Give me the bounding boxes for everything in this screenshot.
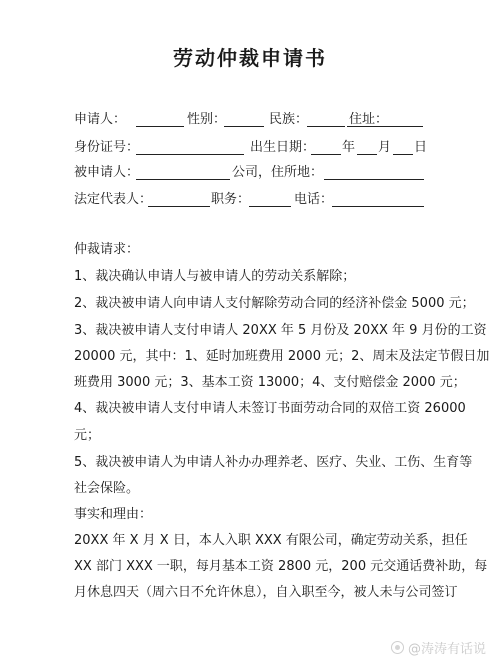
body-line: 5、裁决被申请人为申请人补办办理养老、医疗、失业、工伤、生育等 xyxy=(74,455,473,470)
facts-heading: 事实和理由： xyxy=(74,507,153,522)
applicant-name-blank[interactable] xyxy=(136,126,184,127)
body-line: 社会保险。 xyxy=(74,481,140,496)
birth-month-blank[interactable] xyxy=(357,154,377,155)
body-line: 20000 元，其中：1、延时加班费用 2000 元；2、周末及法定节假日加 xyxy=(74,349,490,364)
body-line: 月休息四天（周六日不允许休息），自入职至今，被人未与公司签订 xyxy=(74,585,458,600)
birth-year-blank[interactable] xyxy=(311,154,341,155)
claims-heading: 仲裁请求： xyxy=(74,242,140,257)
position-blank[interactable] xyxy=(249,206,291,207)
residence-blank[interactable] xyxy=(324,179,424,180)
ethnicity-label: 民族： xyxy=(269,112,309,127)
body-line: 2、裁决被申请人向申请人支付解除劳动合同的经济补偿金 5000 元； xyxy=(74,296,475,311)
body-line: XX 部门 XXX 一职，每月基本工资 2800 元，200 元交通话费补助，每 xyxy=(74,559,488,574)
phone-blank[interactable] xyxy=(332,206,424,207)
company-residence-label: 公司，住所地： xyxy=(232,165,324,180)
legal-rep-label: 法定代表人： xyxy=(74,192,153,207)
body-line: 1、裁决确认申请人与被申请人的劳动关系解除； xyxy=(74,269,356,284)
day-label: 日 xyxy=(414,140,428,155)
id-number-label: 身份证号： xyxy=(74,140,140,155)
respondent-blank[interactable] xyxy=(136,179,230,180)
body-line: 20XX 年 X 月 X 日，本人入职 XXX 有限公司，确定劳动关系，担任 xyxy=(74,533,468,548)
body-line: 4、裁决被申请人支付申请人未签订书面劳动合同的双倍工资 26000 xyxy=(74,401,466,416)
phone-label: 电话： xyxy=(294,192,334,207)
watermark-text: @涛涛有话说 xyxy=(407,642,486,657)
address-blank-line[interactable] xyxy=(347,126,423,127)
document-title: 劳动仲裁申请书 xyxy=(173,46,327,70)
id-row xyxy=(74,139,434,157)
ethnicity-blank[interactable] xyxy=(307,126,345,127)
birth-date-label: 出生日期： xyxy=(250,140,316,155)
address-label: 住址： xyxy=(349,112,389,127)
body-line: 3、裁决被申请人支付申请人 20XX 年 5 月份及 20XX 年 9 月份的工资 xyxy=(74,323,487,338)
applicant-label: 申请人： xyxy=(74,112,127,127)
gender-blank[interactable] xyxy=(224,126,264,127)
birth-day-blank[interactable] xyxy=(393,154,413,155)
watermark xyxy=(391,638,486,657)
body-line: 元； xyxy=(74,428,101,443)
respondent-label: 被申请人： xyxy=(74,165,140,180)
gender-label: 性别： xyxy=(187,112,227,127)
month-label: 月 xyxy=(378,140,392,155)
legal-rep-row xyxy=(74,191,434,209)
respondent-row xyxy=(74,164,434,182)
body-line: 班费用 3000 元；3、基本工资 13000；4、支付赔偿金 2000 元； xyxy=(74,375,466,390)
position-label: 职务： xyxy=(211,192,251,207)
watermark-logo-icon xyxy=(391,641,404,654)
year-label: 年 xyxy=(342,140,356,155)
id-number-blank[interactable] xyxy=(136,154,244,155)
legal-rep-blank[interactable] xyxy=(148,206,210,207)
